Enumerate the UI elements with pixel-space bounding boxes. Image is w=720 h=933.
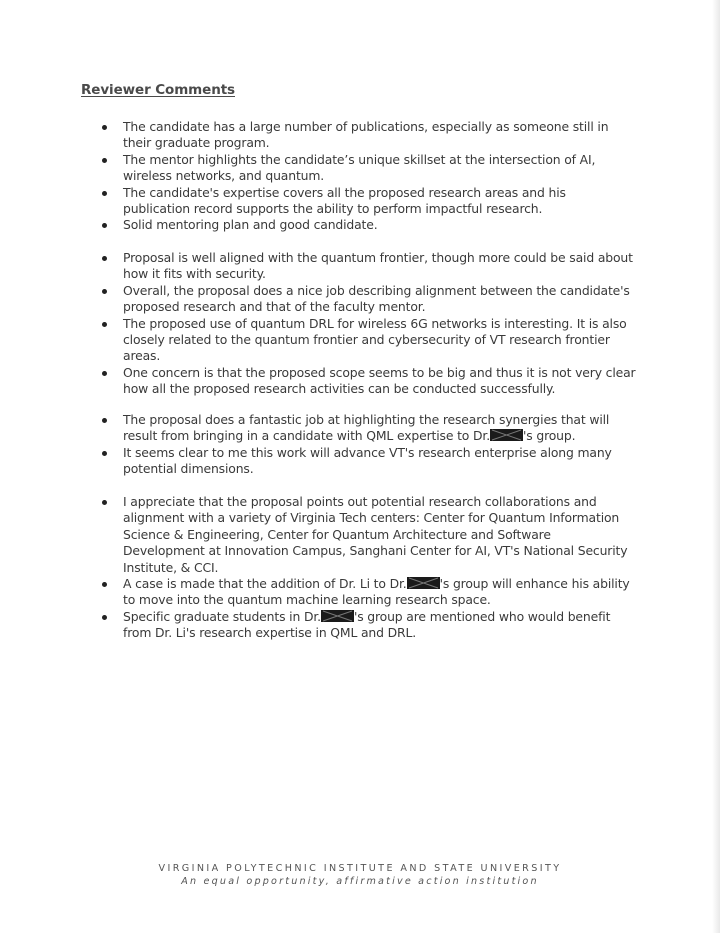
- comment-text-tail: 's group.: [523, 428, 576, 444]
- bullet-icon: [102, 500, 107, 505]
- comment-text: The mentor highlights the candidate’s unique skillset at the intersection of AI, wireless networks, and quantum.: [123, 151, 596, 184]
- comment-text: Specific graduate students in Dr.: [123, 608, 321, 624]
- comment-item: [96, 152, 636, 185]
- comment-item: [96, 412, 636, 445]
- comment-item: [96, 283, 636, 316]
- comment-item: [96, 316, 636, 365]
- comment-item: [96, 609, 636, 642]
- comment-item: [96, 217, 636, 233]
- redaction-box: [407, 577, 440, 589]
- bullet-icon: [102, 582, 107, 587]
- comment-group-4: [96, 494, 636, 642]
- comment-group-3: [96, 412, 636, 478]
- comment-text: It seems clear to me this work will advance VT's research enterprise along many potential dimensions.: [123, 444, 612, 477]
- comment-item: [96, 445, 636, 478]
- bullet-icon: [102, 615, 107, 620]
- bullet-icon: [102, 289, 107, 294]
- bullet-icon: [102, 418, 107, 423]
- footer-institution: VIRGINIA POLYTECHNIC INSTITUTE AND STATE UNIVERSITY: [158, 863, 562, 874]
- comment-group-2: [96, 250, 636, 398]
- bullet-icon: [102, 322, 107, 327]
- comment-item: [96, 119, 636, 152]
- redaction-box: [490, 429, 523, 441]
- comment-text: Solid mentoring plan and good candidate.: [123, 217, 378, 233]
- comment-text: The candidate has a large number of publications, especially as someone still in their graduate program.: [123, 119, 609, 151]
- footer-tagline: An equal opportunity, affirmative action institution: [181, 876, 539, 887]
- page-edge-shadow: [712, 0, 720, 933]
- comment-text: The proposed use of quantum DRL for wireless 6G networks is interesting. It is also closely related to the quantum frontier and cybersecurity of VT research frontier areas.: [123, 315, 627, 364]
- comment-item: [96, 185, 636, 218]
- comment-item: [96, 576, 636, 609]
- comment-text: The candidate's expertise covers all the proposed research areas and his publication record supports the ability to perform impactful research.: [123, 184, 566, 217]
- bullet-icon: [102, 256, 107, 261]
- redaction-box: [321, 610, 354, 622]
- comment-group-1: [96, 119, 636, 234]
- comment-text: A case is made that the addition of Dr. Li to Dr.: [123, 576, 407, 592]
- comment-item: [96, 365, 636, 398]
- comment-text: Proposal is well aligned with the quantum frontier, though more could be said about how it fits with security.: [123, 250, 633, 282]
- bullet-icon: [102, 451, 107, 456]
- comment-text-tail: 's group will enhance his ability to move into the quantum machine learning research space.: [123, 576, 630, 608]
- comment-text: Overall, the proposal does a nice job describing alignment between the candidate's proposed research and that of the faculty mentor.: [123, 282, 630, 315]
- bullet-icon: [102, 371, 107, 376]
- comment-text-tail: 's group are mentioned who would benefit from Dr. Li's research expertise in QML and DRL.: [123, 608, 611, 641]
- comment-item: [96, 250, 636, 283]
- comment-text: One concern is that the proposed scope seems to be big and thus it is not very clear how all the proposed research activities can be conducted successfully.: [123, 364, 636, 397]
- bullet-icon: [102, 191, 107, 196]
- comment-text: I appreciate that the proposal points out potential research collaborations and alignment with a variety of Virginia Tech centers: Center for Quantum Information Science & Engineering, Center for Quantum Architecture and Software Development at Innovation Campus, Sanghani Center for AI, VT's National Security Institute, & CCI.: [123, 494, 628, 575]
- bullet-icon: [102, 125, 107, 130]
- bullet-icon: [102, 158, 107, 163]
- comment-text: The proposal does a fantastic job at highlighting the research synergies that will result from bringing in a candidate with QML expertise to Dr.: [123, 412, 610, 444]
- comment-item: [96, 494, 636, 576]
- page-heading: Reviewer Comments: [81, 82, 235, 98]
- bullet-icon: [102, 223, 107, 228]
